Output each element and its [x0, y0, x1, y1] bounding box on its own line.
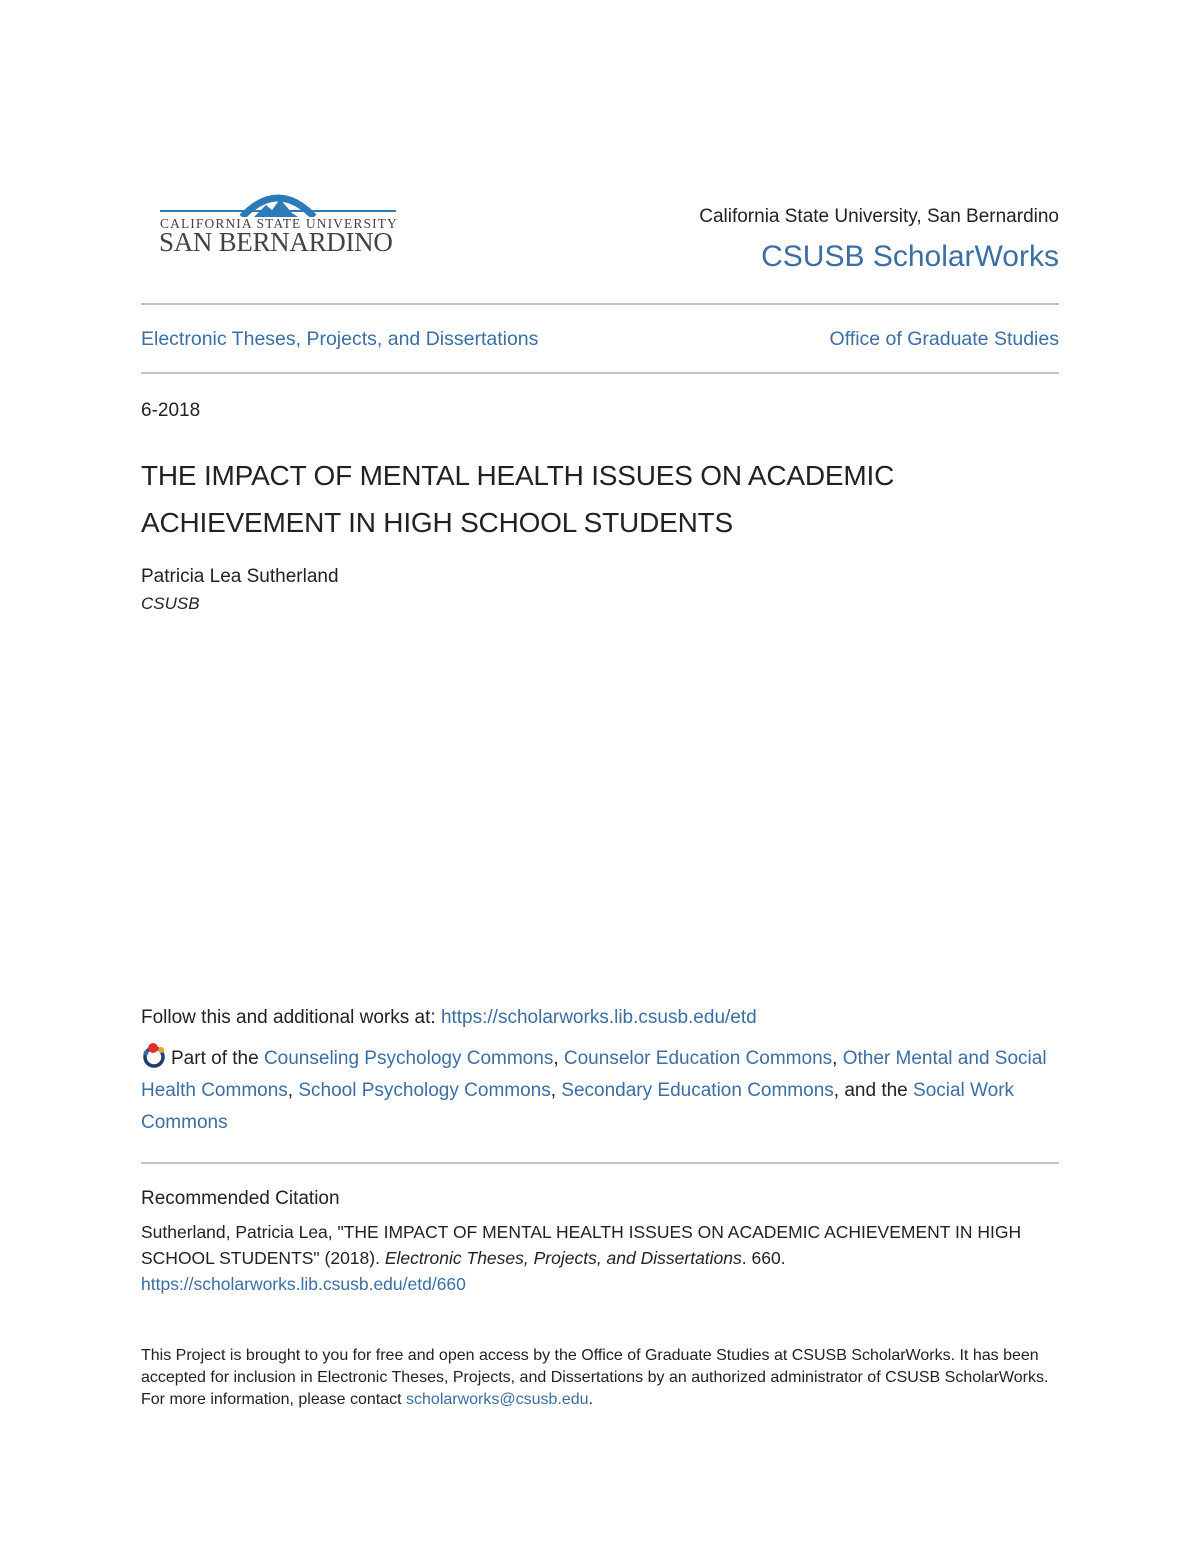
separator: ,	[287, 1080, 299, 1101]
logo-line-2: SAN BERNARDINO	[159, 227, 393, 257]
citation-url-link[interactable]: https://scholarworks.lib.csusb.edu/etd/660	[141, 1274, 466, 1294]
logo-mountain-arc-icon	[158, 183, 398, 217]
title-line-2: ACHIEVEMENT IN HIGH SCHOOL STUDENTS	[141, 507, 733, 538]
document-title	[141, 452, 1041, 546]
part-of-commons	[141, 1042, 1059, 1139]
institution-name: California State University, San Bernardino	[699, 206, 1059, 227]
title-line-1: THE IMPACT OF MENTAL HEALTH ISSUES ON ACADEMIC	[141, 460, 895, 491]
part-of-prefix: Part of the	[171, 1048, 264, 1069]
etd-url-link[interactable]: https://scholarworks.lib.csusb.edu/etd	[440, 1007, 757, 1028]
network-commons-icon	[141, 1042, 167, 1068]
separator: ,	[550, 1080, 562, 1101]
access-statement-end: .	[588, 1391, 594, 1408]
divider-citation	[141, 1162, 1059, 1164]
separator-and-the: , and the	[833, 1080, 914, 1101]
author-affiliation: CSUSB	[141, 594, 200, 613]
commons-link-secondary-education[interactable]: Secondary Education Commons	[561, 1080, 834, 1101]
office-link[interactable]: Office of Graduate Studies	[829, 328, 1059, 350]
citation-body	[141, 1219, 1059, 1297]
follow-line	[141, 1007, 757, 1029]
follow-text: Follow this and additional works at:	[141, 1007, 441, 1028]
contact-email-link[interactable]: scholarworks@csusb.edu	[406, 1391, 589, 1408]
citation-heading: Recommended Citation	[141, 1188, 340, 1209]
citation-number: . 660.	[741, 1248, 786, 1268]
divider-nav	[141, 372, 1059, 374]
divider-top	[141, 303, 1059, 305]
separator: ,	[553, 1048, 564, 1069]
access-statement-text: This Project is brought to you for free and open access by the Office of Graduate Studies at CSUSB ScholarWorks. It has been accepted for inclusion in Electronic Theses, Projects, and Dissertations by an authorized administrator of CSUSB ScholarWorks. For more information, please contact	[141, 1347, 1049, 1408]
separator: ,	[832, 1048, 843, 1069]
citation-series: Electronic Theses, Projects, and Dissertations	[384, 1248, 742, 1268]
commons-link-school-psychology[interactable]: School Psychology Commons	[298, 1080, 551, 1101]
repository-link[interactable]: CSUSB ScholarWorks	[761, 240, 1059, 273]
citation-text: Sutherland, Patricia Lea, "THE IMPACT OF MENTAL HEALTH ISSUES ON ACADEMIC ACHIEVEMENT IN HIGH SCHOOL STUDENTS" (2018).	[141, 1222, 1022, 1268]
logo-line-1: CALIFORNIA STATE UNIVERSITY	[160, 216, 398, 231]
commons-link-social-work[interactable]: Social Work Commons	[141, 1080, 1015, 1133]
collection-link[interactable]: Electronic Theses, Projects, and Dissertations	[141, 328, 539, 350]
commons-link-other-mental-social-health[interactable]: Other Mental and Social Health Commons	[141, 1048, 1047, 1101]
publication-date: 6-2018	[141, 400, 201, 421]
access-statement	[141, 1345, 1059, 1411]
commons-link-counseling-psychology[interactable]: Counseling Psychology Commons	[263, 1048, 554, 1069]
university-logo	[158, 183, 398, 263]
commons-link-counselor-education[interactable]: Counselor Education Commons	[563, 1048, 833, 1069]
author-name: Patricia Lea Sutherland	[141, 566, 339, 587]
